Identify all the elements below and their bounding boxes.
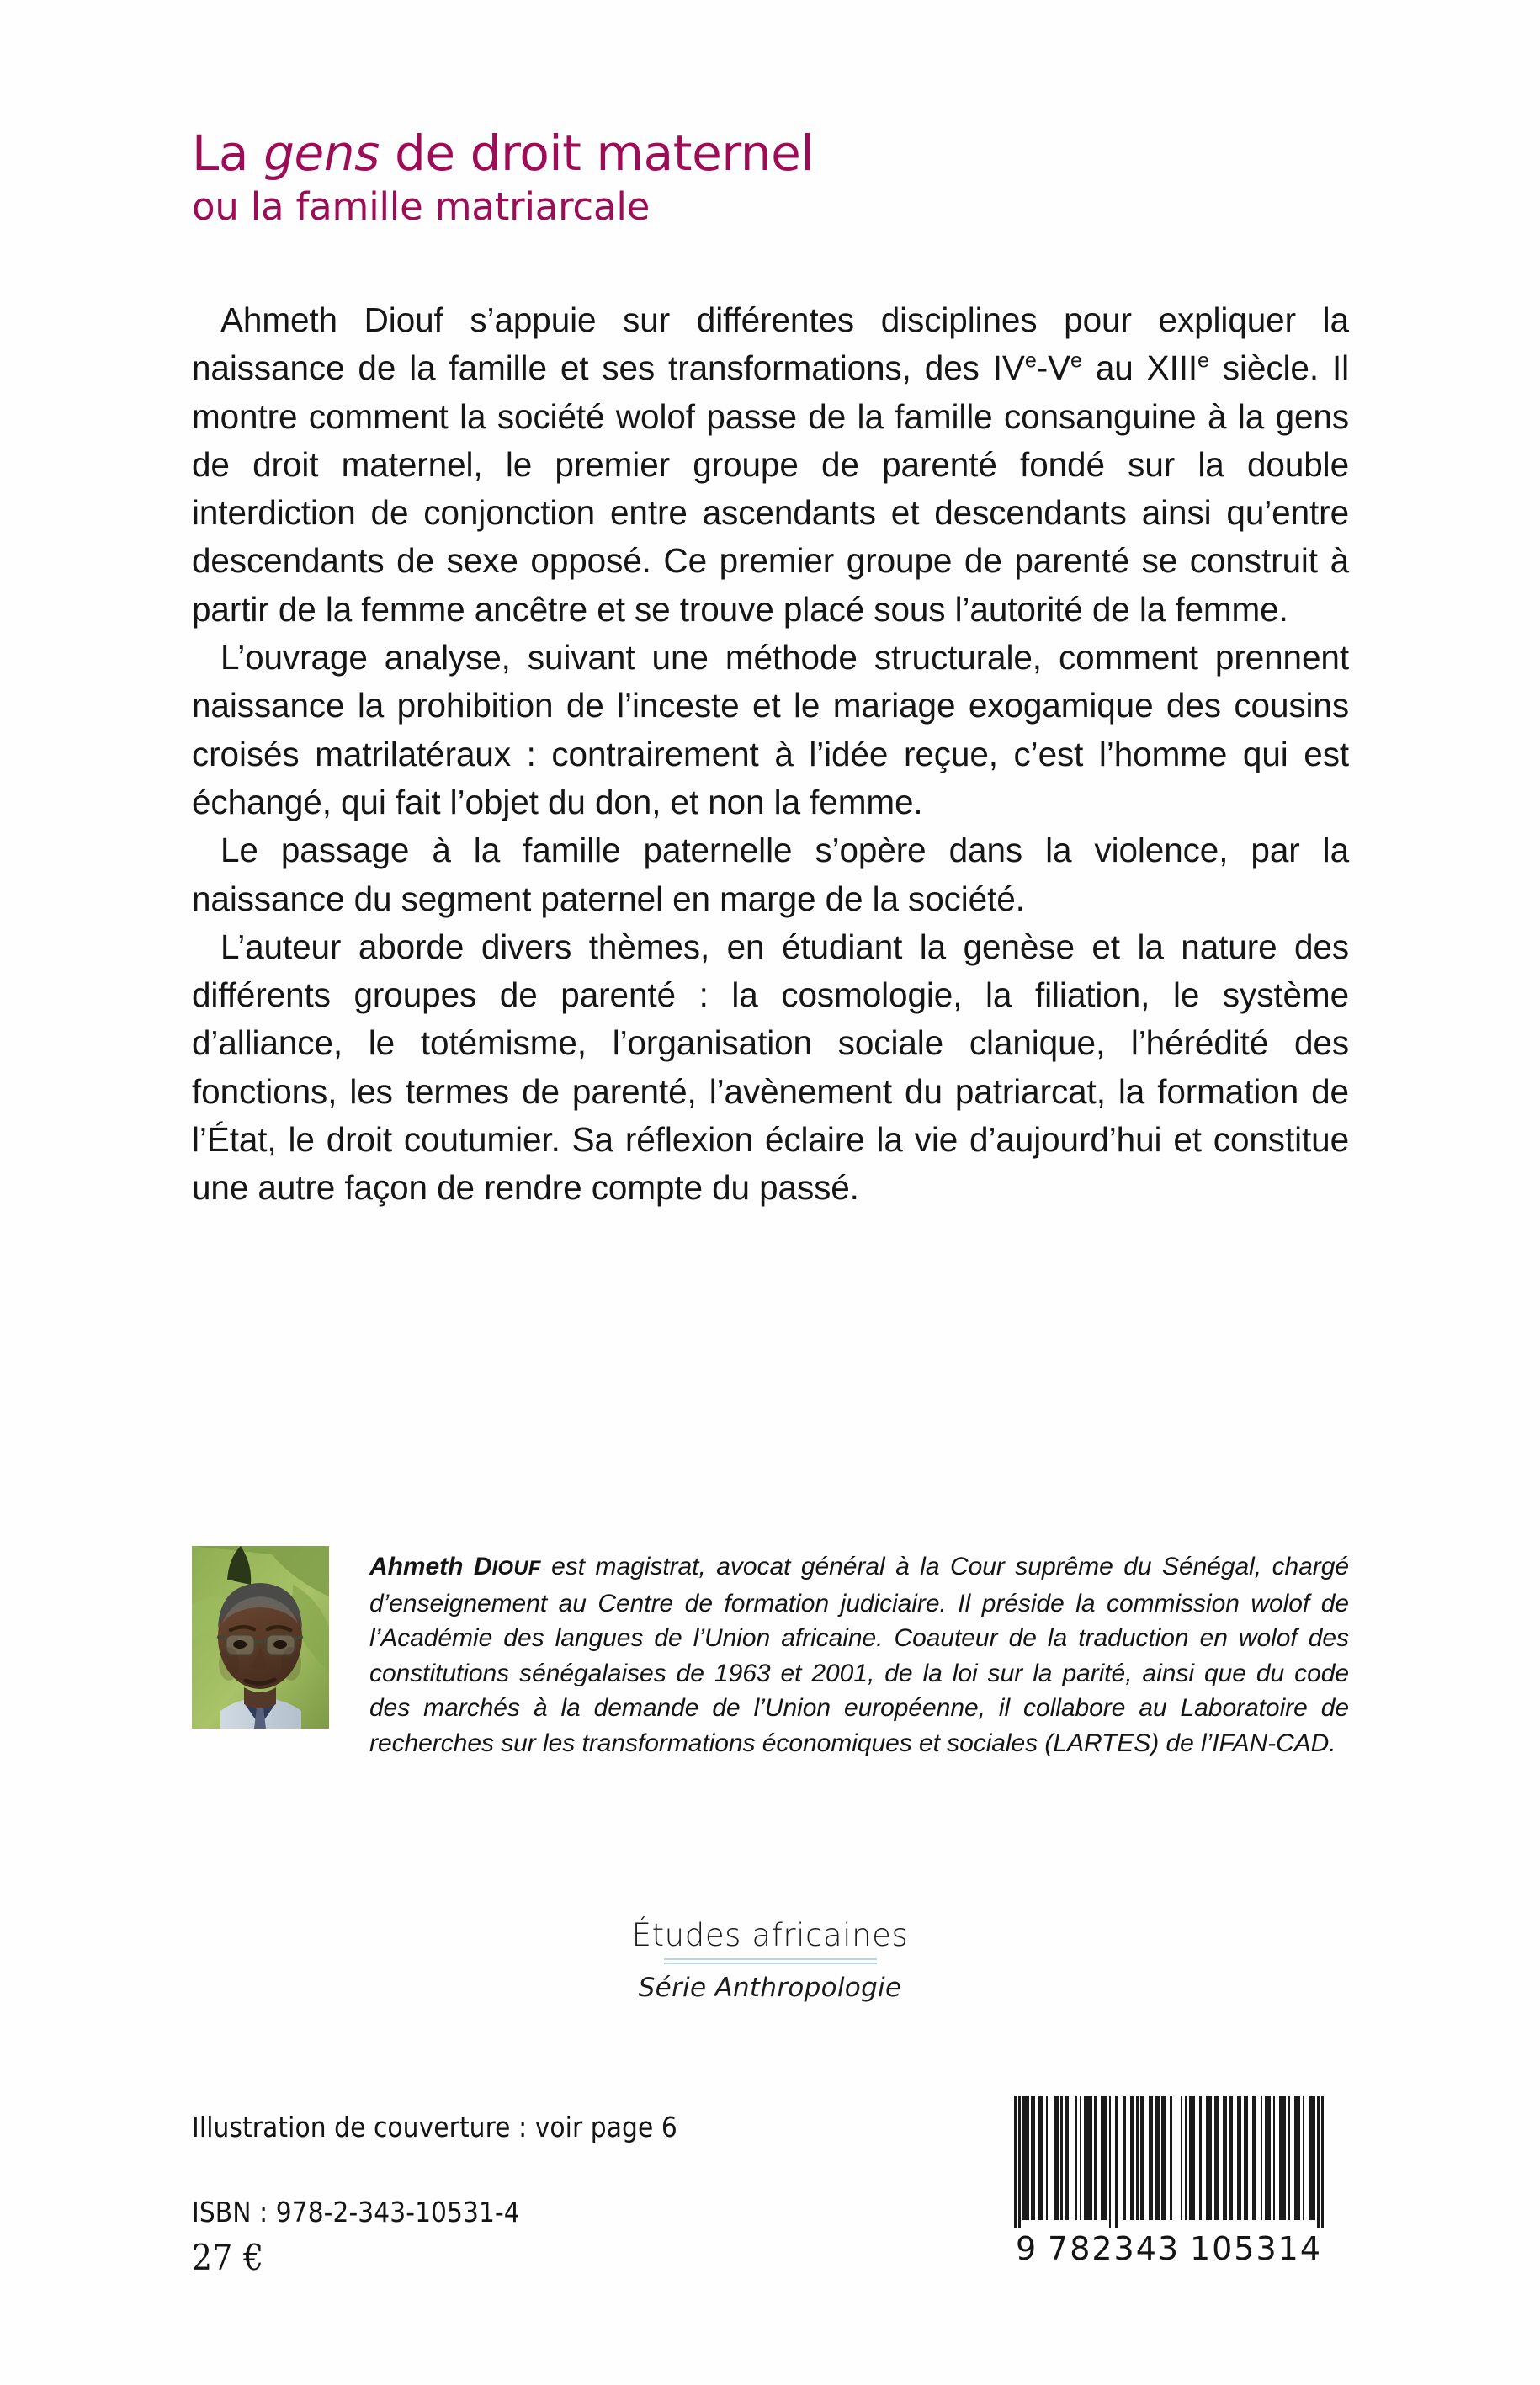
title-block: [192, 125, 1353, 230]
barcode-bar: [1038, 2096, 1044, 2220]
barcode-bar: [1189, 2096, 1196, 2220]
author-name-last-initial: D: [473, 1553, 492, 1580]
author-bio-body: est magistrat, avocat général à la Cour suprême du Sénégal, chargé d’enseignement au Centre de formation judiciaire. Il préside la commission wolof de l’Académie des langues de l’Union africaine. Coauteur de la traduction en wolof des constitutions sénégalaises de 1963 et 2001, de la loi sur la parité, ainsi que du code des marchés à la demande de l’Union européenne, il collabore au Laboratoire de recherches sur les transformations économiques et sociales (LARTES) de l’IFAN-CAD.: [369, 1553, 1349, 1757]
author-portrait-photo: [192, 1546, 329, 1729]
ordinal-superscript: e: [1070, 348, 1082, 373]
barcode-bar: [1265, 2096, 1272, 2220]
price-text: 27 €: [192, 2237, 264, 2278]
barcode-bar: [1279, 2096, 1286, 2220]
barcode-digits-left-group: 782343: [1048, 2230, 1181, 2267]
barcode-bars: [1014, 2096, 1324, 2228]
author-bio-text: [369, 1549, 1349, 1761]
blurb-p1-a: Ahmeth Diouf s’appuie sur différentes disciplines pour expliquer la naissance de la famille et ses transformations, des IV: [192, 300, 1349, 388]
blurb-p2-text: L’ouvrage analyse, suivant une méthode structurale, comment prennent naissance la prohibition de l’inceste et le mariage exogamique des cousins croisés matrilatéraux : contrairement à l’idée reçue, c’est l’homme qui est échangé, qui fait l’objet du don, et non la femme.: [192, 638, 1349, 821]
barcode-digits-right-group: 105314: [1189, 2230, 1322, 2267]
barcode-bar: [1206, 2096, 1213, 2220]
ordinal-superscript: e: [1197, 348, 1209, 373]
author-bio-row: [192, 1546, 1349, 1761]
blurb-text: [192, 296, 1349, 1213]
barcode-space: [1118, 2096, 1124, 2228]
blurb-paragraph-4: [192, 923, 1349, 1213]
blurb-p1-c: au XIII: [1081, 348, 1198, 388]
blurb-p1-b: -V: [1036, 348, 1071, 388]
page-subtitle: ou la famille matriarcale: [192, 184, 651, 230]
series-divider: [664, 1958, 877, 1964]
barcode-space: [1069, 2096, 1075, 2220]
series-block: [0, 1917, 1540, 2003]
barcode-space: [1048, 2096, 1054, 2220]
blurb-paragraph-1: [192, 296, 1349, 634]
series-name: Études africaines: [631, 1917, 909, 1953]
barcode-bar: [1101, 2096, 1107, 2220]
blurb-p3-text: Le passage à la famille paternelle s’opère dans la violence, par la naissance du segment paternel en marge de la société.: [192, 831, 1349, 918]
series-subtitle: Série Anthropologie: [638, 1973, 902, 2003]
barcode-bar: [1321, 2096, 1324, 2228]
isbn-text: ISBN : 978-2-343-10531-4: [192, 2196, 520, 2228]
title-post: de droit maternel: [379, 125, 815, 182]
blurb-paragraph-2: [192, 634, 1349, 826]
barcode-bar: [1294, 2096, 1301, 2220]
barcode-space: [1172, 2096, 1181, 2220]
blurb-paragraph-3: [192, 826, 1349, 923]
author-portrait-image: [192, 1546, 329, 1729]
barcode-digit-first: 9: [1016, 2230, 1038, 2267]
barcode-bar: [1309, 2096, 1315, 2220]
cover-illustration-credit: Illustration de couverture : voir page 6: [192, 2111, 677, 2143]
title-pre: La: [192, 125, 264, 182]
barcode-digits: [1014, 2230, 1324, 2267]
ean13-barcode: [1014, 2096, 1324, 2267]
page-title: [192, 125, 1353, 182]
ordinal-superscript: e: [1024, 348, 1037, 373]
title-emphasis: gens: [263, 125, 380, 182]
barcode-bar: [1084, 2096, 1092, 2220]
blurb-p4-text: L’auteur aborde divers thèmes, en étudiant la genèse et la nature des différents groupes de parenté : la cosmologie, la filiation, le système d’alliance, le totémisme, l’organisation sociale clanique, l’hérédité des fonctions, les termes de parenté, l’avènement du patriarcat, la formation de l’État, le droit coutumier. Sa réflexion éclaire la vie d’aujourd’hui et constitue une autre façon de rendre compte du passé.: [192, 927, 1349, 1208]
blurb-p1-d: siècle. Il montre comment la société wolof passe de la famille consanguine à la gens de droit maternel, le premier groupe de parenté fondé sur la double interdiction de conjonction entre ascendants et descendants ainsi qu’entre descendants de sexe opposé. Ce premier groupe de parenté se construit à partir de la femme ancêtre et se trouve placé sous l’autorité de la femme.: [192, 348, 1349, 629]
author-name-last: IOUF: [491, 1557, 541, 1580]
barcode-bar: [1022, 2096, 1029, 2220]
author-name-first: Ahmeth: [369, 1553, 474, 1580]
